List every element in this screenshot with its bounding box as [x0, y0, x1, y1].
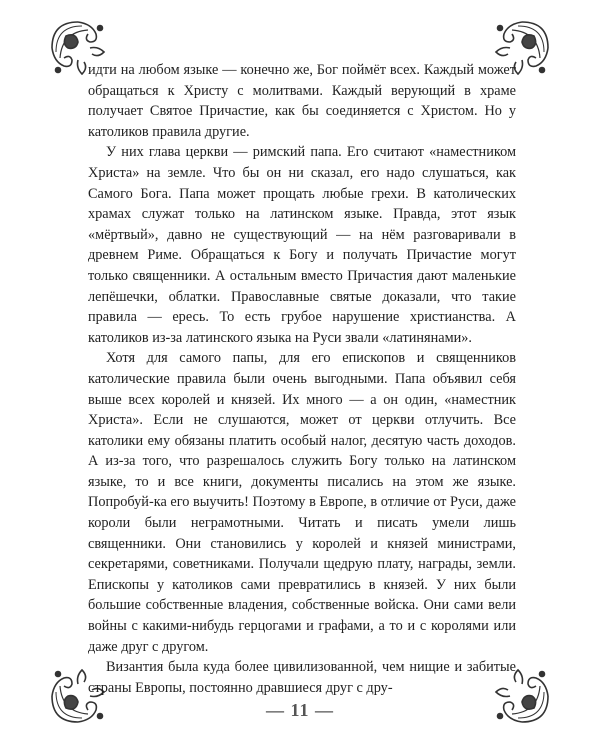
- page-number: — 11 —: [265, 700, 334, 720]
- body-text: [88, 60, 516, 698]
- paragraph-byzantium: Византия была куда более цивилизованной, чем нищие и забитые страны Европы, постоянно дравшиеся друг с дру-: [88, 659, 516, 696]
- paragraph-continued: идти на любом языке — конечно же, Бог поймёт всех. Каждый может обращаться к Христу с молитвами. Каждый верующий в храме получает Святое Причастие, как бы соединяется с Христом. Но у католиков правила другие.: [88, 62, 516, 140]
- paragraph-benefits: Хотя для самого папы, для его епископов и священников католические правила были очень выгодными. Папа объявил себя выше всех королей и князей. Их много — а он один, «наместник Христа». Если не слушаются, может от церкви отлучить. Все католики ему обязаны платить особый налог, десятую часть доходов. А из-за того, что разрешалось служить Богу только на латинском языке, то и все книги, документы писались на этом же языке. Попробуй-ка его выучить! Поэтому в Европе, в отличие от Руси, даже короли были неграмотными. Читать и писать умели лишь священники. Они становились у королей и князей министрами, секретарями, советниками. Получали щедрую плату, награды, земли. Епископы у католиков сами превратились в князей. У них были большие собственные владения, собственные войска. Они сами вели войны с какими-нибудь герцогами и графами, а то и с королями или даже друг с другом.: [88, 350, 516, 655]
- paragraph-pope: У них глава церкви — римский папа. Его считают «наместником Христа» на земле. Что бы он ни сказал, его надо слушаться, как Самого Бога. Папа может прощать любые грехи. В католических храмах служат только на латинском языке. Правда, этот язык «мёртвый», давно не существующий — на нём разговаривали в древнем Риме. Обращаться к Богу и получать Причастие могут только священники. А остальным вместо Причастия дают маленькие лепёшечки, облатки. Православные святые доказали, что такие правила — ересь. То есть грубое нарушение христианства. А католиков из-за латинского языка на Руси звали «латинянами».: [88, 144, 516, 346]
